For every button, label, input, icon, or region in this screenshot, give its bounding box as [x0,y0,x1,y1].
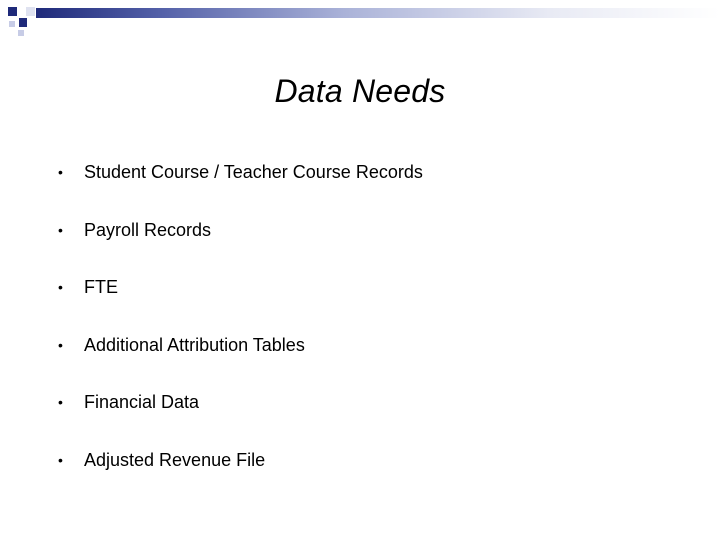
list-item [58,390,423,448]
bullet-text: FTE [84,277,118,297]
decor-square [9,21,15,27]
bullet-text: Payroll Records [84,219,212,240]
bullet-text: Student Course / Teacher Course Records [84,162,423,182]
header-gradient-bar [36,8,720,18]
bullet-icon: • [58,221,63,238]
bullet-icon: • [58,394,63,410]
bullet-icon: • [58,279,63,295]
list-item [58,448,423,506]
slide-title: Data Needs [274,73,446,109]
list-item [58,275,423,333]
bullet-icon: • [58,164,63,180]
bullet-icon: • [58,336,63,353]
bullet-text: Financial Data [84,392,200,412]
decor-square [8,7,17,16]
bullet-text: Additional Attribution Tables [84,334,305,355]
bullet-list [58,160,423,505]
bullet-text: Adjusted Revenue File [84,449,266,470]
decor-square [18,30,24,36]
bullet-icon: • [58,451,63,468]
list-item [58,333,423,391]
list-item [58,218,423,276]
list-item [58,160,423,218]
decor-square [26,7,35,16]
decor-square [19,18,27,27]
